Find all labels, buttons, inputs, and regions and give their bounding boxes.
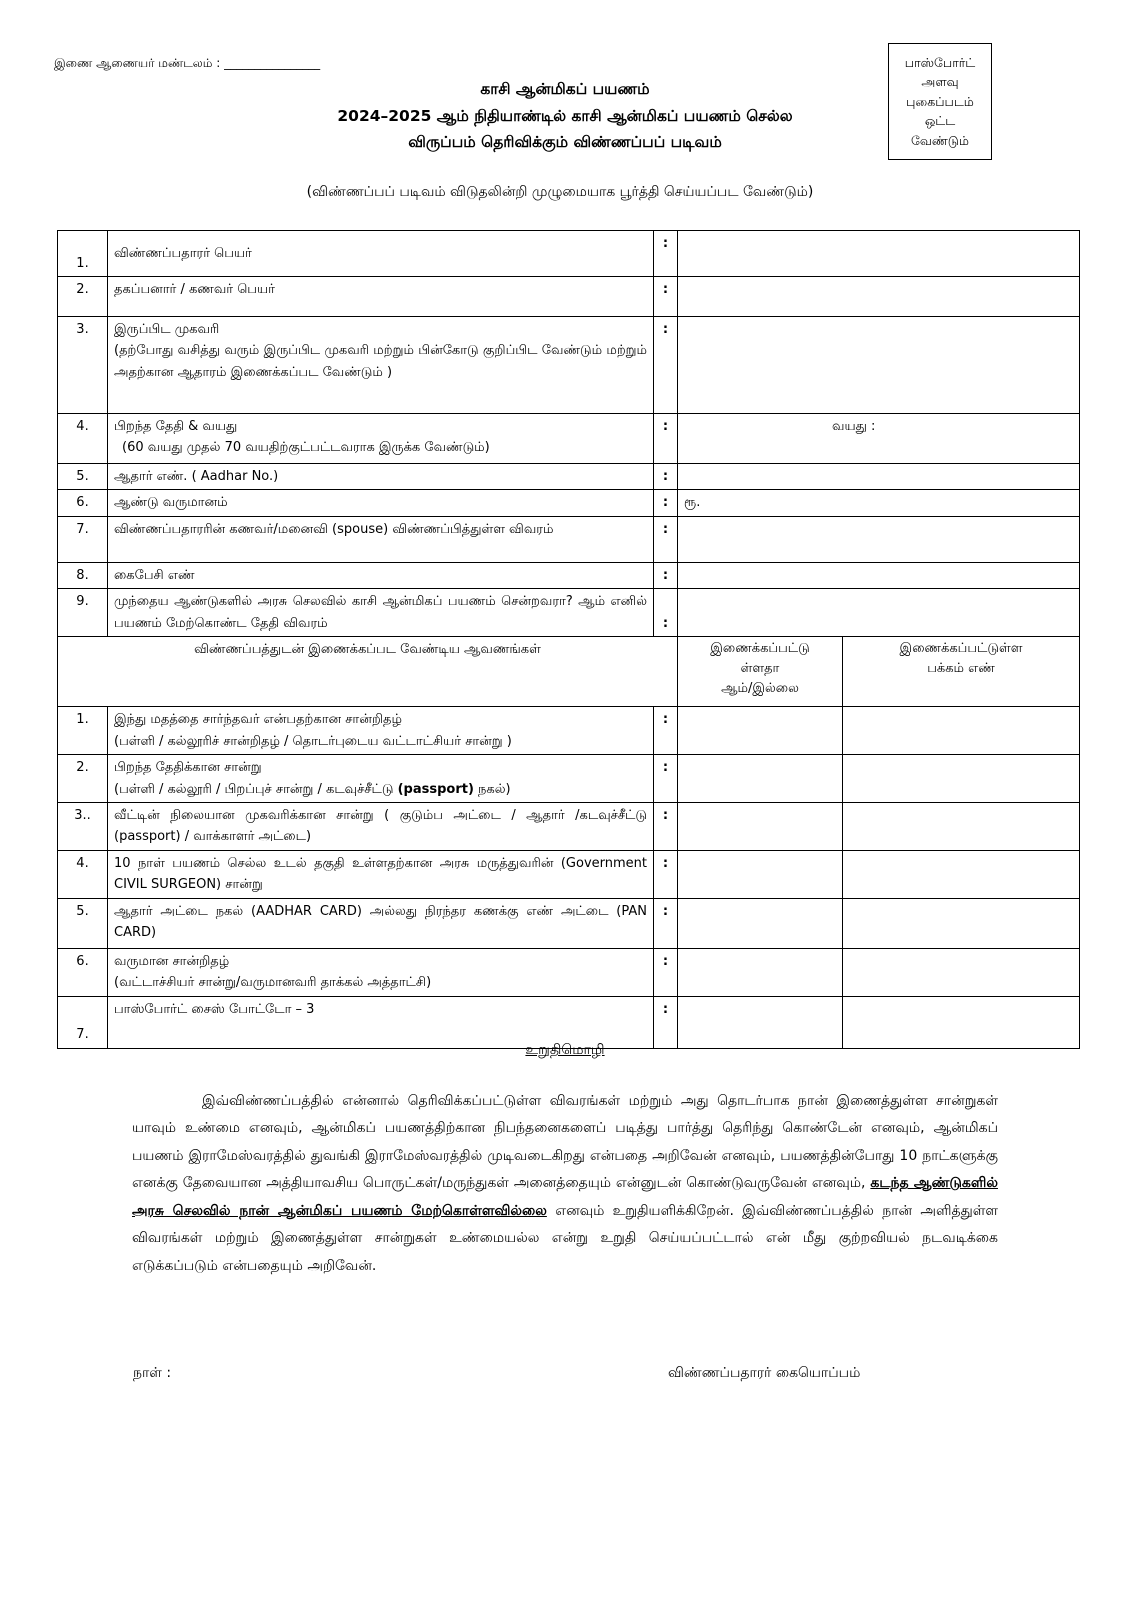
row-label: வீட்டின் நிலையான முகவரிக்கான சான்று ( குடும்ப அட்டை / ஆதார் /கடவுச்சீட்டு (passport) / வாக்காளர் அட்டை) xyxy=(108,802,654,850)
row-label-sub: (வட்டாச்சியர் சான்று/வருமானவரி தாக்கல் அத்தாட்சி) xyxy=(114,975,432,991)
row-label xyxy=(108,317,654,414)
father-husband-name-field[interactable] xyxy=(678,277,1080,317)
row-number: 1. xyxy=(58,707,108,755)
label-text: (பள்ளி / கல்லூரி / பிறப்புச் சான்று / கடவுச்சீட்டு xyxy=(114,781,398,797)
photo-box-line: வேண்டும் xyxy=(911,132,969,148)
table-row xyxy=(58,898,1080,948)
declaration-text xyxy=(132,1088,998,1280)
table-row xyxy=(58,490,1080,516)
documents-header-page xyxy=(843,637,1080,707)
row-label xyxy=(108,707,654,755)
row-number: 7. xyxy=(58,996,108,1048)
row-colon: : xyxy=(654,414,678,464)
photo-box-line: பாஸ்போர்ட் xyxy=(904,55,976,71)
page-number-cell[interactable] xyxy=(843,707,1080,755)
row-number: 6. xyxy=(58,948,108,996)
row-label-main: இந்து மதத்தை சார்ந்தவர் என்பதற்கான சான்றிதழ் xyxy=(114,712,402,728)
instruction-note: (விண்ணப்பப் படிவம் விடுதலின்றி முழுமையாக பூர்த்தி செய்யப்பட வேண்டும்) xyxy=(306,184,814,200)
photo-box-line: அளவு xyxy=(921,74,959,90)
attached-cell[interactable] xyxy=(678,707,843,755)
header-line: இணைக்கப்பட்டு xyxy=(710,641,810,657)
zone-label: இணை ஆணையர் மண்டலம் : xyxy=(54,56,221,70)
table-row xyxy=(58,464,1080,490)
row-label: விண்ணப்பதாரர் பெயர் xyxy=(108,231,654,277)
attached-cell[interactable] xyxy=(678,996,843,1048)
table-row xyxy=(58,707,1080,755)
row-number: 3.. xyxy=(58,802,108,850)
row-colon: : xyxy=(654,948,678,996)
attached-cell[interactable] xyxy=(678,898,843,948)
row-number: 5. xyxy=(58,464,108,490)
row-colon: : xyxy=(654,317,678,414)
table-row xyxy=(58,516,1080,562)
row-label: ஆதார் அட்டை நகல் (AADHAR CARD) அல்லது நிரந்தர கணக்கு எண் அட்டை (PAN CARD) xyxy=(108,898,654,948)
row-number: 5. xyxy=(58,898,108,948)
label-text: நகல்) xyxy=(473,781,511,797)
mobile-number-field[interactable] xyxy=(678,562,1080,588)
row-number: 8. xyxy=(58,562,108,588)
date-label[interactable]: நாள் : xyxy=(133,1365,172,1381)
table-row xyxy=(58,850,1080,898)
table-row xyxy=(58,231,1080,277)
row-label: முந்தைய ஆண்டுகளில் அரசு செலவில் காசி ஆன்மிகப் பயணம் சென்றவரா? ஆம் எனில் பயணம் மேற்கொண்ட தேதி விவரம் xyxy=(108,589,654,637)
row-number: 9. xyxy=(58,589,108,637)
photo-box-line: ஒட்ட xyxy=(924,113,956,129)
page-number-cell[interactable] xyxy=(843,898,1080,948)
page-number-cell[interactable] xyxy=(843,850,1080,898)
row-colon: : xyxy=(654,850,678,898)
row-colon: : xyxy=(654,516,678,562)
age-label: வயது : xyxy=(832,419,876,434)
table-row xyxy=(58,414,1080,464)
row-number: 6. xyxy=(58,490,108,516)
photo-box-line: புகைப்படம் xyxy=(906,93,974,109)
row-label: பாஸ்போர்ட் சைஸ் போட்டோ – 3 xyxy=(108,996,654,1048)
page-number-cell[interactable] xyxy=(843,948,1080,996)
applicant-name-field[interactable] xyxy=(678,231,1080,277)
zone-field xyxy=(54,56,320,72)
row-label: கைபேசி எண் xyxy=(108,562,654,588)
row-number: 2. xyxy=(58,277,108,317)
header-line: ள்ளதா xyxy=(740,661,780,677)
zone-blank[interactable]: ________________ xyxy=(224,56,321,70)
page-number-cell[interactable] xyxy=(843,755,1080,803)
row-label-main: பிறந்த தேதி & வயது xyxy=(114,419,238,434)
row-label xyxy=(108,948,654,996)
row-number: 1. xyxy=(58,231,108,277)
row-label xyxy=(108,414,654,464)
row-label-main: இருப்பிட முகவரி xyxy=(114,322,220,337)
form-title-line3: விருப்பம் தெரிவிக்கும் விண்ணப்பப் படிவம் xyxy=(408,133,722,151)
row-colon: : xyxy=(654,996,678,1048)
table-row xyxy=(58,589,1080,637)
row-colon: : xyxy=(654,898,678,948)
header-line: ஆம்/இல்லை xyxy=(721,681,799,697)
table-row xyxy=(58,317,1080,414)
dob-age-field[interactable] xyxy=(678,414,1080,464)
spouse-applied-field[interactable] xyxy=(678,516,1080,562)
row-colon: : xyxy=(654,464,678,490)
row-colon: : xyxy=(654,277,678,317)
row-number: 3. xyxy=(58,317,108,414)
table-row xyxy=(58,562,1080,588)
row-label: ஆதார் எண். ( Aadhar No.) xyxy=(108,464,654,490)
attached-cell[interactable] xyxy=(678,948,843,996)
row-label-main: வருமான சான்றிதழ் xyxy=(114,953,230,969)
row-label-sub xyxy=(114,779,647,800)
declaration-part1: இவ்விண்ணப்பத்தில் என்னால் தெரிவிக்கப்பட்டுள்ள விவரங்கள் மற்றும் அது தொடர்பாக நான் இணைத்துள்ள சான்றுகள் யாவும் உண்மை எனவும், ஆன்மிகப் பயணத்திற்கான நிபந்தனைகளைப் படித்து பார்த்து தெரிந்து கொண்டேன் எனவும், ஆன்மிகப் பயணம் இராமேஸ்வரத்தில் துவங்கி இராமேஸ்வரத்தில் முடிவடைகிறது என்பதை அறிவேன் எனவும், பயணத்தின்போது 10 நாட்களுக்கு எனக்கு தேவையான அத்தியாவசிய பொருட்கள்/மருந்துகள் அனைத்தையும் என்னுடன் கொண்டுவருவேன் எனவும், xyxy=(132,1093,998,1192)
declaration-emphasis: கடந்த ஆண்டுகளில் அரசு செலவில் நான் ஆன்மிகப் பயணம் மேற்கொள்ளவில்லை xyxy=(132,1175,998,1219)
label-bold: (passport) xyxy=(397,781,474,797)
row-colon: : xyxy=(654,231,678,277)
page-number-cell[interactable] xyxy=(843,996,1080,1048)
form-title-line2: 2024–2025 ஆம் நிதியாண்டில் காசி ஆன்மிகப் பயணம் செல்ல xyxy=(337,107,793,125)
documents-header-title: விண்ணப்பத்துடன் இணைக்கப்பட வேண்டிய ஆவணங்கள் xyxy=(58,637,678,707)
row-number: 2. xyxy=(58,755,108,803)
attached-cell[interactable] xyxy=(678,755,843,803)
signature-label[interactable]: விண்ணப்பதாரர் கையொப்பம் xyxy=(668,1365,861,1381)
table-row xyxy=(58,996,1080,1048)
attached-cell[interactable] xyxy=(678,802,843,850)
table-row xyxy=(58,802,1080,850)
declaration-part2: எனவும் உறுதியளிக்கிறேன். இவ்விண்ணப்பத்தில் நான் அளித்துள்ள விவரங்கள் மற்றும் இணைத்துள்ள சான்றுகள் உண்மையல்ல என்று உறுதி செய்யப்பட்டால் என் மீது குற்றவியல் நடவடிக்கை எடுக்கப்படும் என்பதையும் அறிவேன். xyxy=(132,1202,998,1274)
row-colon: : xyxy=(654,490,678,516)
row-number: 7. xyxy=(58,516,108,562)
address-field[interactable] xyxy=(678,317,1080,414)
row-label: ஆண்டு வருமானம் xyxy=(108,490,654,516)
row-colon: : xyxy=(654,562,678,588)
row-label-main: பிறந்த தேதிக்கான சான்று xyxy=(114,760,262,776)
row-colon: : xyxy=(654,589,678,637)
table-row xyxy=(58,277,1080,317)
table-row xyxy=(58,755,1080,803)
row-colon: : xyxy=(654,755,678,803)
row-label-sub: (தற்போது வசித்து வரும் இருப்பிட முகவரி மற்றும் பின்கோடு குறிப்பிட வேண்டும் மற்றும் அதற்கான ஆதாரம் இணைக்கப்பட வேண்டும் ) xyxy=(114,343,647,380)
page-number-cell[interactable] xyxy=(843,802,1080,850)
table-row xyxy=(58,948,1080,996)
row-label: 10 நாள் பயணம் செல்ல உடல் தகுதி உள்ளதற்கான அரசு மருத்துவரின் (Government CIVIL SURGEON) சான்று xyxy=(108,850,654,898)
row-label: விண்ணப்பதாரரின் கணவர்/மனைவி (spouse) விண்ணப்பித்துள்ள விவரம் xyxy=(108,516,654,562)
application-form-table xyxy=(57,230,1080,1049)
row-colon: : xyxy=(654,707,678,755)
attached-cell[interactable] xyxy=(678,850,843,898)
row-label-sub: (60 வயது முதல் 70 வயதிற்குட்பட்டவராக இருக்க வேண்டும்) xyxy=(122,440,490,456)
row-number: 4. xyxy=(58,850,108,898)
row-label xyxy=(108,755,654,803)
row-number: 4. xyxy=(58,414,108,464)
row-label-sub: (பள்ளி / கல்லூரிச் சான்றிதழ் / தொடர்புடைய வட்டாட்சியர் சான்று ) xyxy=(114,733,512,749)
header-line: பக்கம் எண் xyxy=(927,661,995,677)
header-line: இணைக்கப்பட்டுள்ள xyxy=(899,641,1023,657)
previous-trip-field[interactable] xyxy=(678,589,1080,637)
row-colon: : xyxy=(654,802,678,850)
row-label: தகப்பனார் / கணவர் பெயர் xyxy=(108,277,654,317)
documents-header-row xyxy=(58,637,1080,707)
declaration-heading: உறுதிமொழி xyxy=(525,1042,605,1058)
documents-header-attached xyxy=(678,637,843,707)
aadhar-number-field[interactable] xyxy=(678,464,1080,490)
form-title: காசி ஆன்மிகப் பயணம் xyxy=(480,80,650,98)
annual-income-field[interactable]: ரூ. xyxy=(678,490,1080,516)
